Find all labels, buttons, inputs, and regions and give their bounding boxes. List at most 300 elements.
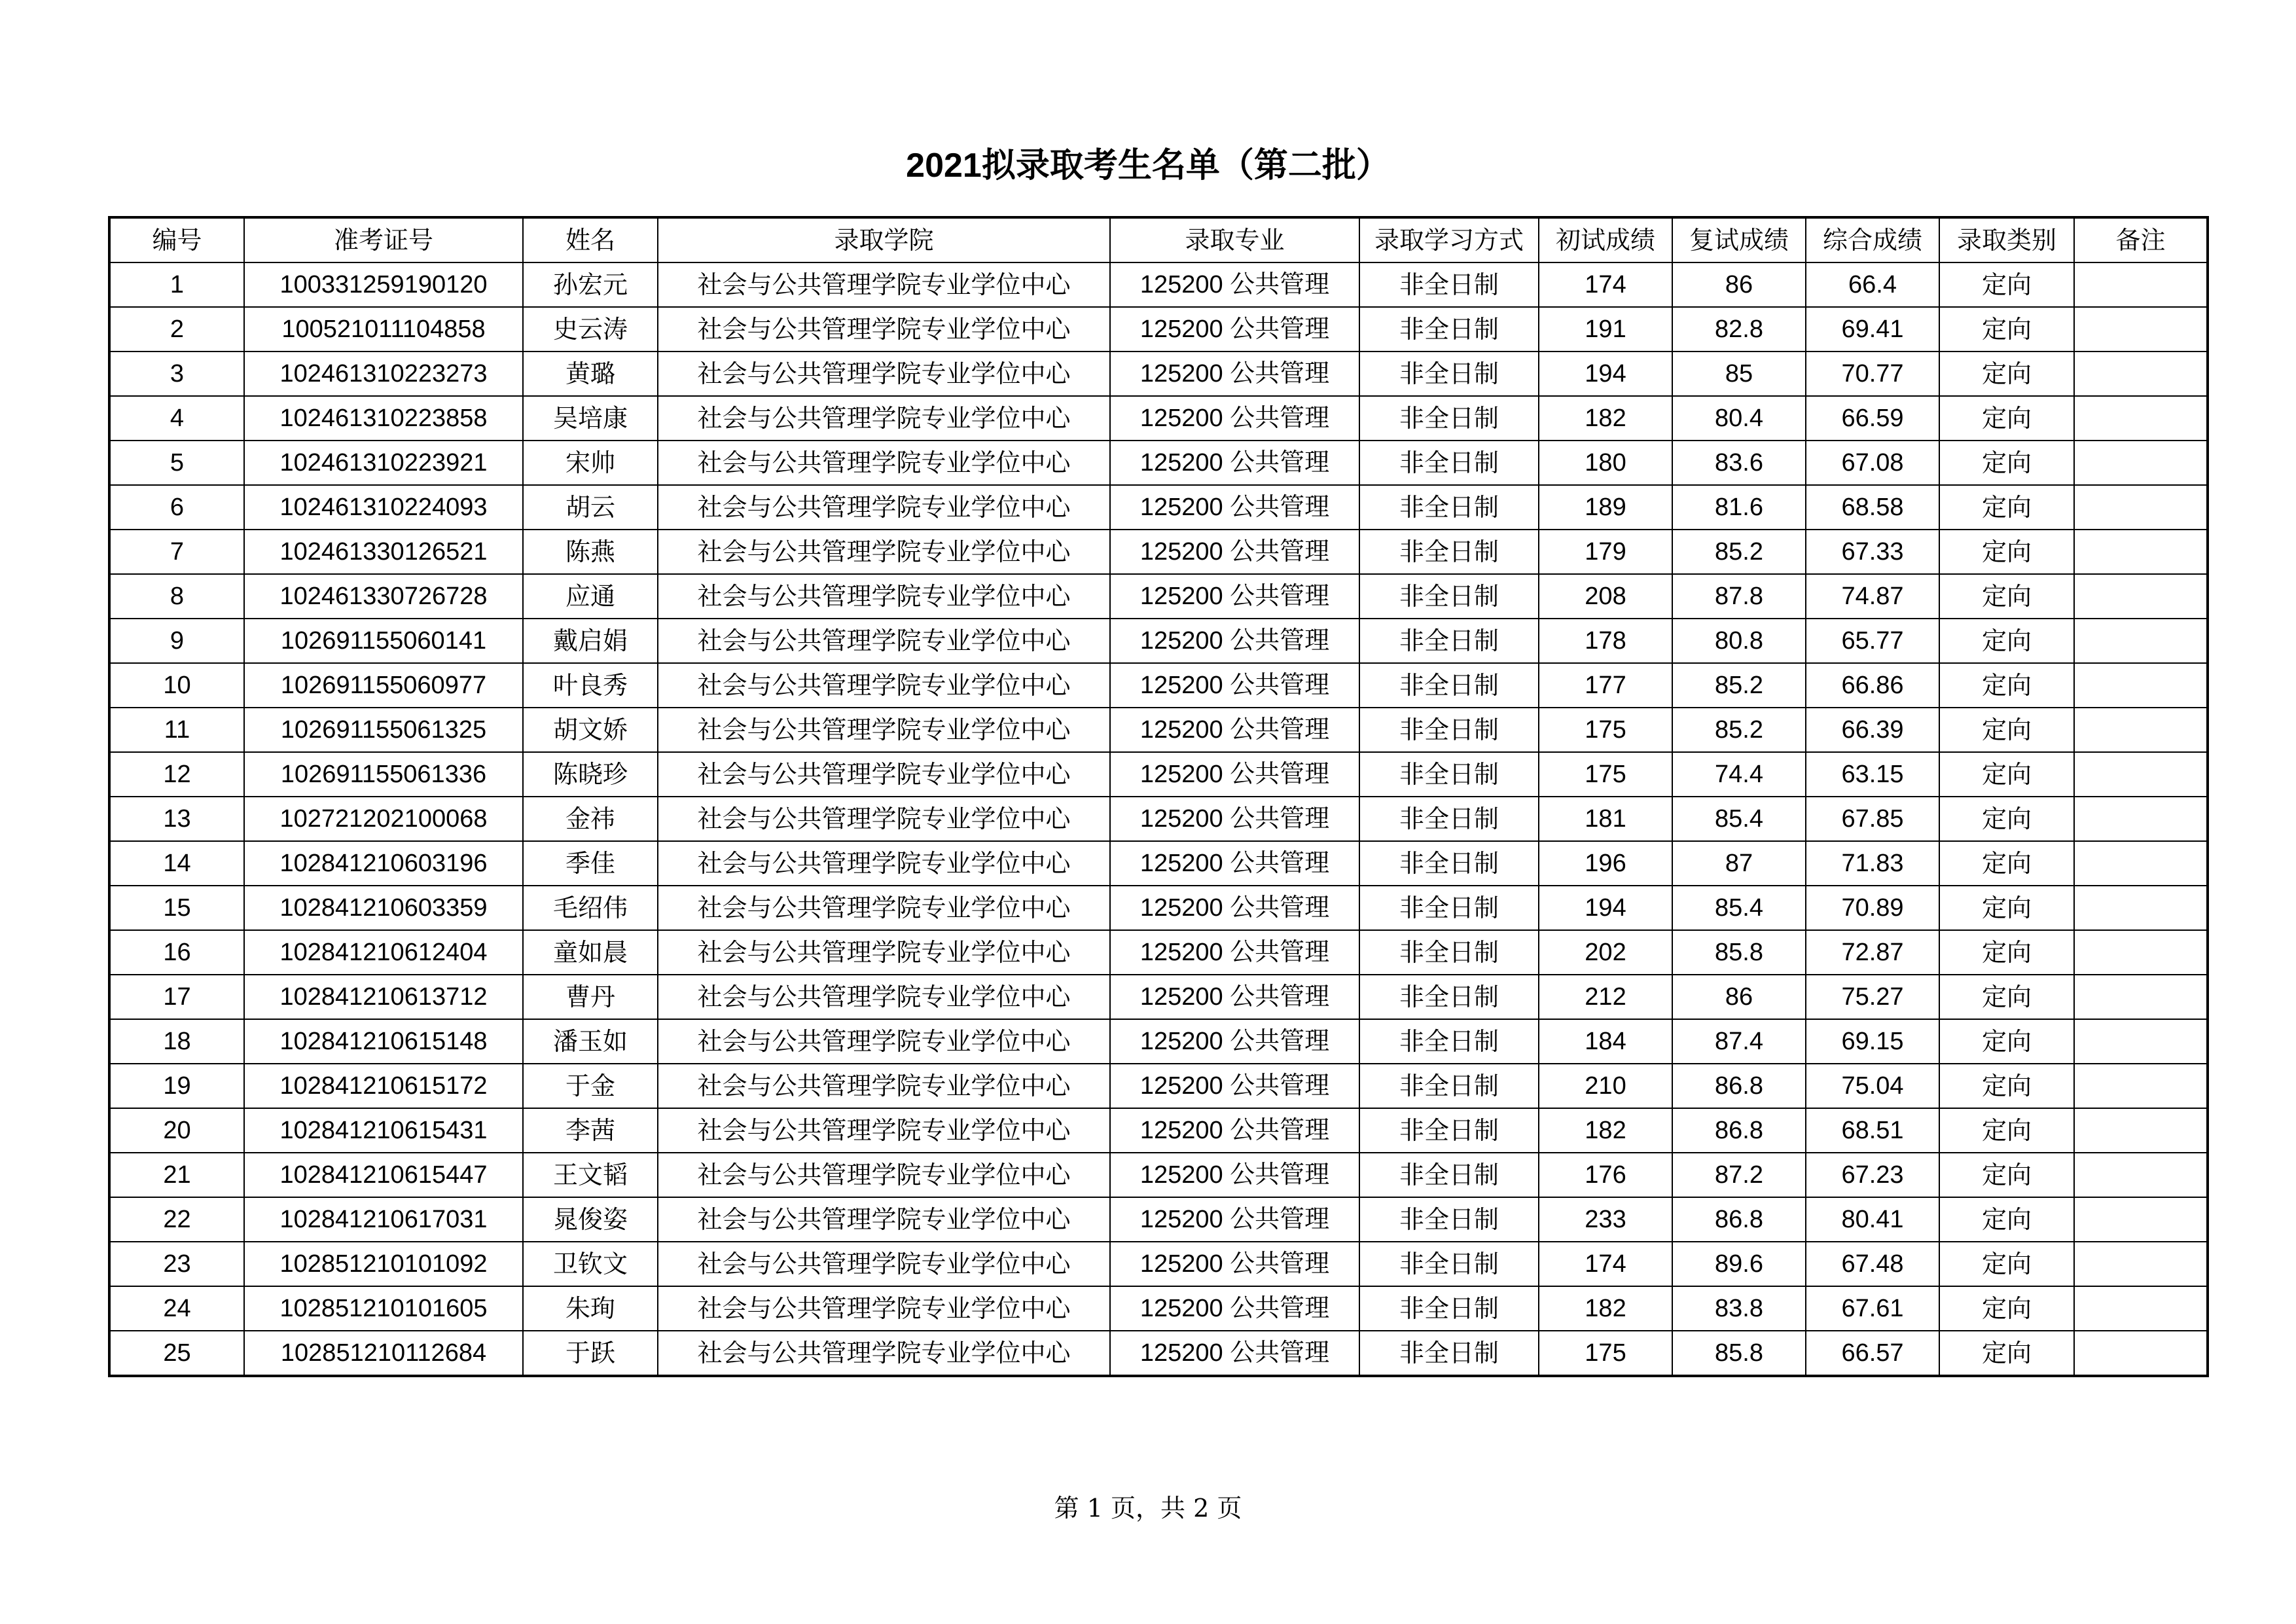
cell-student-name: 叶良秀 [523,663,658,708]
cell-ticket-number: 102841210612404 [244,930,523,975]
header-total-score: 综合成绩 [1806,217,1939,262]
cell-initial-score: 174 [1539,1242,1672,1286]
table-row [109,1108,2208,1153]
table-row [109,708,2208,752]
table-row [109,1242,2208,1286]
cell-ticket-number: 102841210615148 [244,1019,523,1064]
cell-total-score: 68.51 [1806,1108,1939,1153]
header-no: 编号 [109,217,244,262]
cell-remark [2074,485,2208,530]
cell-initial-score: 194 [1539,886,1672,930]
cell-retest-score: 74.4 [1672,752,1806,797]
table-row [109,262,2208,307]
cell-study-mode: 非全日制 [1359,1108,1539,1153]
table-row [109,1331,2208,1376]
cell-ticket-number: 102841210603196 [244,841,523,886]
cell-study-mode: 非全日制 [1359,663,1539,708]
cell-total-score: 67.85 [1806,797,1939,841]
cell-category: 定向 [1939,1153,2074,1197]
table-row [109,1197,2208,1242]
cell-study-mode: 非全日制 [1359,1019,1539,1064]
cell-student-name: 孙宏元 [523,262,658,307]
cell-total-score: 68.58 [1806,485,1939,530]
cell-student-name: 于跃 [523,1331,658,1376]
table-row [109,574,2208,619]
table-row [109,485,2208,530]
cell-ticket-number: 102851210112684 [244,1331,523,1376]
cell-study-mode: 非全日制 [1359,1197,1539,1242]
cell-major: 125200 公共管理 [1110,708,1359,752]
header-remark: 备注 [2074,217,2208,262]
cell-college: 社会与公共管理学院专业学位中心 [658,441,1110,485]
cell-total-score: 75.27 [1806,975,1939,1019]
cell-no: 21 [109,1153,244,1197]
cell-retest-score: 80.8 [1672,619,1806,663]
cell-student-name: 童如晨 [523,930,658,975]
cell-retest-score: 82.8 [1672,307,1806,352]
cell-no: 13 [109,797,244,841]
cell-category: 定向 [1939,1331,2074,1376]
cell-total-score: 80.41 [1806,1197,1939,1242]
cell-retest-score: 80.4 [1672,396,1806,441]
cell-retest-score: 86.8 [1672,1197,1806,1242]
cell-no: 7 [109,530,244,574]
cell-student-name: 戴启娟 [523,619,658,663]
cell-initial-score: 176 [1539,1153,1672,1197]
cell-initial-score: 175 [1539,708,1672,752]
cell-major: 125200 公共管理 [1110,396,1359,441]
cell-category: 定向 [1939,930,2074,975]
cell-major: 125200 公共管理 [1110,1286,1359,1331]
cell-category: 定向 [1939,708,2074,752]
cell-remark [2074,930,2208,975]
cell-college: 社会与公共管理学院专业学位中心 [658,1197,1110,1242]
cell-no: 15 [109,886,244,930]
cell-college: 社会与公共管理学院专业学位中心 [658,1331,1110,1376]
cell-ticket-number: 102841210613712 [244,975,523,1019]
table-row [109,307,2208,352]
cell-major: 125200 公共管理 [1110,574,1359,619]
cell-no: 9 [109,619,244,663]
cell-category: 定向 [1939,352,2074,396]
cell-total-score: 75.04 [1806,1064,1939,1108]
cell-retest-score: 83.8 [1672,1286,1806,1331]
cell-total-score: 66.57 [1806,1331,1939,1376]
cell-retest-score: 85.2 [1672,663,1806,708]
table-row [109,663,2208,708]
cell-ticket-number: 102461310223858 [244,396,523,441]
cell-study-mode: 非全日制 [1359,1286,1539,1331]
cell-remark [2074,886,2208,930]
table-row [109,352,2208,396]
table-row [109,886,2208,930]
table-row [109,396,2208,441]
cell-student-name: 毛绍伟 [523,886,658,930]
cell-student-name: 曹丹 [523,975,658,1019]
cell-retest-score: 85.2 [1672,530,1806,574]
cell-category: 定向 [1939,1197,2074,1242]
cell-no: 10 [109,663,244,708]
table-row [109,841,2208,886]
cell-retest-score: 87.4 [1672,1019,1806,1064]
cell-retest-score: 89.6 [1672,1242,1806,1286]
cell-category: 定向 [1939,485,2074,530]
cell-ticket-number: 102721202100068 [244,797,523,841]
header-major: 录取专业 [1110,217,1359,262]
cell-college: 社会与公共管理学院专业学位中心 [658,352,1110,396]
cell-study-mode: 非全日制 [1359,841,1539,886]
cell-initial-score: 202 [1539,930,1672,975]
cell-no: 1 [109,262,244,307]
cell-study-mode: 非全日制 [1359,797,1539,841]
cell-no: 4 [109,396,244,441]
cell-study-mode: 非全日制 [1359,530,1539,574]
cell-no: 6 [109,485,244,530]
cell-total-score: 66.86 [1806,663,1939,708]
cell-initial-score: 181 [1539,797,1672,841]
cell-no: 20 [109,1108,244,1153]
cell-no: 2 [109,307,244,352]
cell-study-mode: 非全日制 [1359,1331,1539,1376]
cell-major: 125200 公共管理 [1110,1331,1359,1376]
cell-total-score: 71.83 [1806,841,1939,886]
cell-study-mode: 非全日制 [1359,352,1539,396]
cell-ticket-number: 102851210101092 [244,1242,523,1286]
cell-total-score: 67.08 [1806,441,1939,485]
cell-remark [2074,352,2208,396]
cell-college: 社会与公共管理学院专业学位中心 [658,262,1110,307]
table-row [109,975,2208,1019]
cell-category: 定向 [1939,1019,2074,1064]
cell-ticket-number: 102691155060977 [244,663,523,708]
cell-initial-score: 180 [1539,441,1672,485]
cell-ticket-number: 102841210617031 [244,1197,523,1242]
cell-student-name: 吴培康 [523,396,658,441]
cell-major: 125200 公共管理 [1110,1197,1359,1242]
cell-student-name: 应通 [523,574,658,619]
cell-total-score: 72.87 [1806,930,1939,975]
cell-study-mode: 非全日制 [1359,1153,1539,1197]
cell-student-name: 陈晓珍 [523,752,658,797]
cell-student-name: 陈燕 [523,530,658,574]
cell-category: 定向 [1939,307,2074,352]
cell-initial-score: 178 [1539,619,1672,663]
table-body [109,262,2208,1376]
cell-category: 定向 [1939,1064,2074,1108]
header-ticket-number: 准考证号 [244,217,523,262]
cell-retest-score: 85.4 [1672,797,1806,841]
admission-table [108,216,2209,1377]
cell-initial-score: 233 [1539,1197,1672,1242]
cell-retest-score: 81.6 [1672,485,1806,530]
cell-major: 125200 公共管理 [1110,1108,1359,1153]
cell-college: 社会与公共管理学院专业学位中心 [658,1064,1110,1108]
cell-major: 125200 公共管理 [1110,663,1359,708]
cell-initial-score: 189 [1539,485,1672,530]
cell-major: 125200 公共管理 [1110,441,1359,485]
cell-remark [2074,1153,2208,1197]
cell-category: 定向 [1939,1242,2074,1286]
cell-ticket-number: 102461310223921 [244,441,523,485]
cell-retest-score: 87 [1672,841,1806,886]
cell-study-mode: 非全日制 [1359,485,1539,530]
page-footer: 第 1 页，共 2 页 [1054,1494,1242,1523]
cell-ticket-number: 102461330726728 [244,574,523,619]
cell-no: 8 [109,574,244,619]
cell-remark [2074,1108,2208,1153]
cell-major: 125200 公共管理 [1110,886,1359,930]
cell-category: 定向 [1939,841,2074,886]
cell-college: 社会与公共管理学院专业学位中心 [658,1153,1110,1197]
cell-no: 19 [109,1064,244,1108]
cell-remark [2074,1286,2208,1331]
cell-ticket-number: 102841210615431 [244,1108,523,1153]
cell-category: 定向 [1939,396,2074,441]
cell-no: 5 [109,441,244,485]
cell-total-score: 74.87 [1806,574,1939,619]
cell-college: 社会与公共管理学院专业学位中心 [658,930,1110,975]
cell-remark [2074,1019,2208,1064]
cell-major: 125200 公共管理 [1110,619,1359,663]
cell-study-mode: 非全日制 [1359,262,1539,307]
cell-category: 定向 [1939,752,2074,797]
cell-category: 定向 [1939,574,2074,619]
cell-initial-score: 194 [1539,352,1672,396]
cell-study-mode: 非全日制 [1359,1064,1539,1108]
cell-college: 社会与公共管理学院专业学位中心 [658,841,1110,886]
cell-no: 16 [109,930,244,975]
cell-no: 12 [109,752,244,797]
cell-total-score: 65.77 [1806,619,1939,663]
cell-initial-score: 175 [1539,752,1672,797]
cell-remark [2074,1331,2208,1376]
cell-study-mode: 非全日制 [1359,619,1539,663]
cell-student-name: 金祎 [523,797,658,841]
cell-initial-score: 184 [1539,1019,1672,1064]
cell-study-mode: 非全日制 [1359,708,1539,752]
cell-college: 社会与公共管理学院专业学位中心 [658,1019,1110,1064]
cell-ticket-number: 102461330126521 [244,530,523,574]
cell-retest-score: 86.8 [1672,1064,1806,1108]
cell-total-score: 66.59 [1806,396,1939,441]
cell-category: 定向 [1939,262,2074,307]
cell-college: 社会与公共管理学院专业学位中心 [658,1242,1110,1286]
cell-study-mode: 非全日制 [1359,886,1539,930]
cell-total-score: 67.61 [1806,1286,1939,1331]
cell-category: 定向 [1939,1108,2074,1153]
cell-category: 定向 [1939,797,2074,841]
cell-category: 定向 [1939,975,2074,1019]
cell-student-name: 宋帅 [523,441,658,485]
cell-college: 社会与公共管理学院专业学位中心 [658,619,1110,663]
cell-remark [2074,1197,2208,1242]
cell-ticket-number: 102841210615447 [244,1153,523,1197]
cell-no: 24 [109,1286,244,1331]
cell-student-name: 胡文娇 [523,708,658,752]
cell-college: 社会与公共管理学院专业学位中心 [658,1286,1110,1331]
cell-category: 定向 [1939,441,2074,485]
cell-college: 社会与公共管理学院专业学位中心 [658,975,1110,1019]
cell-initial-score: 182 [1539,1286,1672,1331]
cell-remark [2074,797,2208,841]
cell-ticket-number: 100331259190120 [244,262,523,307]
cell-ticket-number: 102461310224093 [244,485,523,530]
header-retest-score: 复试成绩 [1672,217,1806,262]
cell-initial-score: 210 [1539,1064,1672,1108]
cell-college: 社会与公共管理学院专业学位中心 [658,530,1110,574]
cell-college: 社会与公共管理学院专业学位中心 [658,797,1110,841]
cell-initial-score: 179 [1539,530,1672,574]
cell-total-score: 69.41 [1806,307,1939,352]
cell-initial-score: 196 [1539,841,1672,886]
cell-remark [2074,708,2208,752]
cell-remark [2074,441,2208,485]
cell-category: 定向 [1939,886,2074,930]
cell-study-mode: 非全日制 [1359,307,1539,352]
cell-total-score: 66.4 [1806,262,1939,307]
cell-ticket-number: 102851210101605 [244,1286,523,1331]
cell-initial-score: 182 [1539,396,1672,441]
cell-retest-score: 87.8 [1672,574,1806,619]
cell-major: 125200 公共管理 [1110,485,1359,530]
table-row [109,1064,2208,1108]
cell-total-score: 67.48 [1806,1242,1939,1286]
cell-major: 125200 公共管理 [1110,1019,1359,1064]
cell-college: 社会与公共管理学院专业学位中心 [658,886,1110,930]
cell-remark [2074,663,2208,708]
cell-total-score: 70.77 [1806,352,1939,396]
cell-ticket-number: 102461310223273 [244,352,523,396]
cell-initial-score: 177 [1539,663,1672,708]
cell-major: 125200 公共管理 [1110,307,1359,352]
cell-remark [2074,975,2208,1019]
cell-student-name: 卫钦文 [523,1242,658,1286]
cell-study-mode: 非全日制 [1359,574,1539,619]
cell-major: 125200 公共管理 [1110,530,1359,574]
cell-total-score: 70.89 [1806,886,1939,930]
cell-ticket-number: 102691155061325 [244,708,523,752]
cell-college: 社会与公共管理学院专业学位中心 [658,307,1110,352]
cell-student-name: 于金 [523,1064,658,1108]
cell-retest-score: 85.2 [1672,708,1806,752]
cell-student-name: 晁俊姿 [523,1197,658,1242]
cell-major: 125200 公共管理 [1110,752,1359,797]
table-row [109,797,2208,841]
cell-remark [2074,574,2208,619]
cell-no: 17 [109,975,244,1019]
cell-total-score: 66.39 [1806,708,1939,752]
cell-major: 125200 公共管理 [1110,841,1359,886]
table-row [109,1019,2208,1064]
cell-remark [2074,619,2208,663]
header-student-name: 姓名 [523,217,658,262]
cell-category: 定向 [1939,663,2074,708]
table-row [109,1153,2208,1197]
cell-ticket-number: 102841210615172 [244,1064,523,1108]
cell-student-name: 黄璐 [523,352,658,396]
cell-major: 125200 公共管理 [1110,975,1359,1019]
cell-ticket-number: 102691155060141 [244,619,523,663]
cell-study-mode: 非全日制 [1359,930,1539,975]
cell-category: 定向 [1939,1286,2074,1331]
cell-initial-score: 212 [1539,975,1672,1019]
cell-retest-score: 86 [1672,975,1806,1019]
cell-major: 125200 公共管理 [1110,797,1359,841]
cell-no: 14 [109,841,244,886]
table-row [109,441,2208,485]
cell-major: 125200 公共管理 [1110,1064,1359,1108]
cell-major: 125200 公共管理 [1110,1153,1359,1197]
cell-retest-score: 87.2 [1672,1153,1806,1197]
table-row [109,530,2208,574]
cell-remark [2074,752,2208,797]
table-row [109,930,2208,975]
table-row [109,619,2208,663]
header-category: 录取类别 [1939,217,2074,262]
cell-student-name: 王文韬 [523,1153,658,1197]
cell-retest-score: 86 [1672,262,1806,307]
cell-remark [2074,1064,2208,1108]
header-college: 录取学院 [658,217,1110,262]
header-study-mode: 录取学习方式 [1359,217,1539,262]
cell-no: 18 [109,1019,244,1064]
table-header-row [109,217,2208,262]
table-row [109,1286,2208,1331]
cell-retest-score: 85.8 [1672,1331,1806,1376]
cell-retest-score: 85.8 [1672,930,1806,975]
cell-ticket-number: 102841210603359 [244,886,523,930]
cell-no: 23 [109,1242,244,1286]
document-title: 2021拟录取考生名单（第二批） [906,147,1390,185]
cell-remark [2074,396,2208,441]
cell-college: 社会与公共管理学院专业学位中心 [658,1108,1110,1153]
cell-student-name: 胡云 [523,485,658,530]
cell-retest-score: 83.6 [1672,441,1806,485]
cell-no: 25 [109,1331,244,1376]
cell-total-score: 63.15 [1806,752,1939,797]
cell-college: 社会与公共管理学院专业学位中心 [658,485,1110,530]
cell-initial-score: 208 [1539,574,1672,619]
header-initial-score: 初试成绩 [1539,217,1672,262]
cell-ticket-number: 100521011104858 [244,307,523,352]
cell-initial-score: 175 [1539,1331,1672,1376]
cell-retest-score: 86.8 [1672,1108,1806,1153]
cell-study-mode: 非全日制 [1359,975,1539,1019]
cell-initial-score: 174 [1539,262,1672,307]
cell-study-mode: 非全日制 [1359,441,1539,485]
cell-remark [2074,841,2208,886]
cell-student-name: 李茜 [523,1108,658,1153]
cell-no: 22 [109,1197,244,1242]
cell-study-mode: 非全日制 [1359,396,1539,441]
cell-total-score: 69.15 [1806,1019,1939,1064]
cell-study-mode: 非全日制 [1359,752,1539,797]
cell-college: 社会与公共管理学院专业学位中心 [658,574,1110,619]
cell-no: 11 [109,708,244,752]
cell-college: 社会与公共管理学院专业学位中心 [658,396,1110,441]
cell-major: 125200 公共管理 [1110,1242,1359,1286]
cell-initial-score: 191 [1539,307,1672,352]
cell-initial-score: 182 [1539,1108,1672,1153]
cell-total-score: 67.23 [1806,1153,1939,1197]
cell-college: 社会与公共管理学院专业学位中心 [658,708,1110,752]
cell-remark [2074,530,2208,574]
cell-major: 125200 公共管理 [1110,930,1359,975]
cell-total-score: 67.33 [1806,530,1939,574]
cell-remark [2074,262,2208,307]
cell-remark [2074,1242,2208,1286]
cell-ticket-number: 102691155061336 [244,752,523,797]
